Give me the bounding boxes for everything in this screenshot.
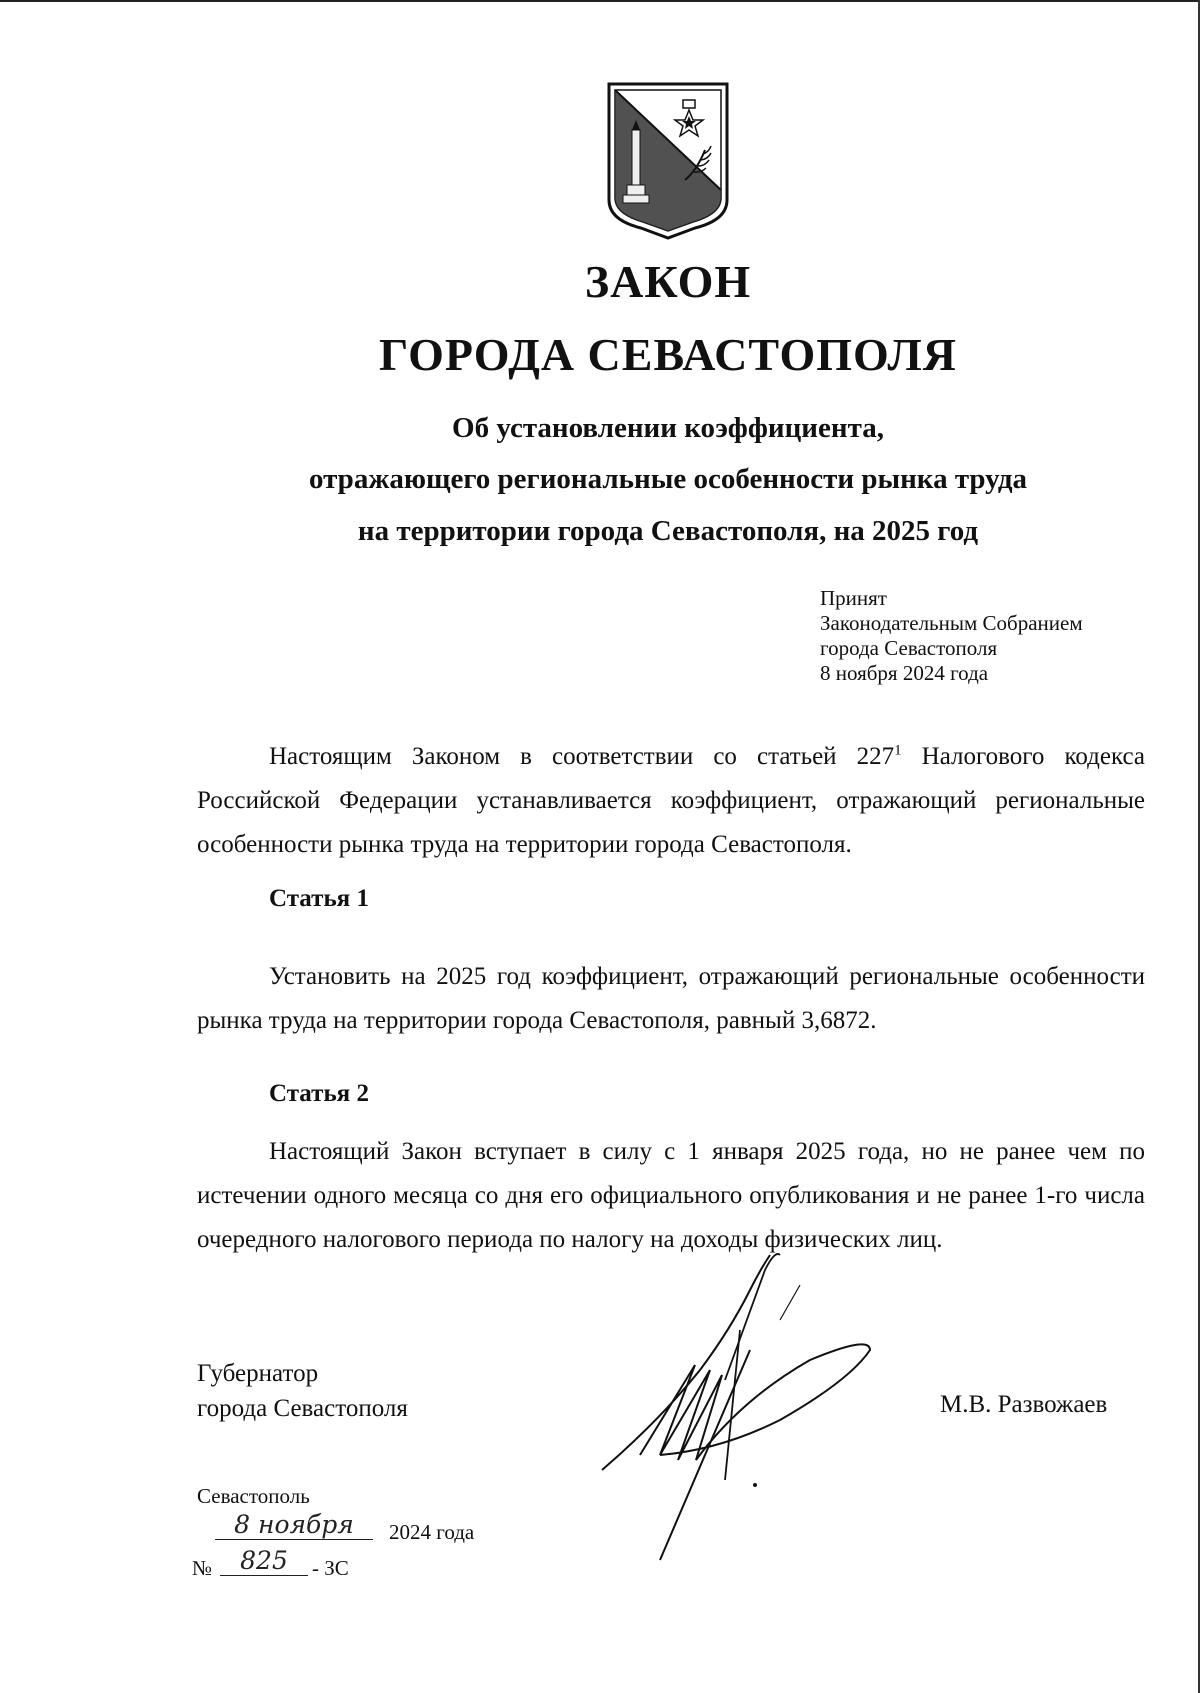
handwritten-number: 825	[220, 1546, 308, 1576]
handwritten-date: 8 ноября	[215, 1510, 373, 1540]
preamble-text-start: Настоящим Законом в соответствии со статьей 227	[269, 743, 895, 770]
date-year: 2024 года	[389, 1520, 475, 1544]
document-title-city: ГОРОДА СЕВАСТОПОЛЯ	[378, 329, 958, 380]
signatory-title-line: города Севастополя	[197, 1395, 408, 1422]
preamble-text-end: Налогового кодекса Российской Федерации устанавливается коэффициент, отражающий региональные особенности рынка труда на территории города Севастополя.	[197, 743, 1145, 858]
signatory-name: М.В. Развожаев	[940, 1391, 1108, 1418]
article-1-text: Установить на 2025 год коэффициент, отражающий региональные особенности рынка труда на территории города Севастополя, равный 3,6872.	[197, 963, 1145, 1034]
handwritten-signature-icon	[600, 1250, 900, 1580]
law-subject-line-2: отражающего региональные особенности рынка труда	[308, 463, 1028, 495]
adoption-date: 8 ноября 2024 года	[820, 661, 989, 685]
article-superscript: 1	[894, 742, 902, 759]
adoption-line: Принят	[820, 586, 887, 610]
number-suffix: - ЗС	[312, 1556, 349, 1580]
article-2-heading: Статья 2	[269, 1080, 369, 1107]
signatory-title	[197, 1356, 408, 1426]
adoption-line: города Севастополя	[820, 636, 998, 660]
law-number	[192, 1546, 412, 1582]
document-title: ЗАКОН	[584, 256, 752, 307]
number-prefix: №	[192, 1556, 213, 1580]
signing-date	[197, 1510, 517, 1546]
adoption-note	[820, 586, 1083, 686]
article-1-heading: Статья 1	[269, 885, 369, 912]
law-subject-line-3: на территории города Севастополя, на 2025 год	[357, 515, 979, 547]
article-2-text: Настоящий Закон вступает в силу с 1 января 2025 года, но не ранее чем по истечении одного месяца со дня его официального опубликования и не ранее 1-го числа очередного налогового периода по налогу на доходы физических лиц.	[197, 1138, 1145, 1253]
page-border-top	[0, 0, 1200, 2]
place-of-signing: Севастополь	[197, 1484, 310, 1508]
law-subject-line-1: Об установлении коэффициента,	[452, 412, 884, 444]
signatory-title-line: Губернатор	[197, 1360, 319, 1387]
preamble-paragraph	[197, 735, 1145, 867]
adoption-line: Законодательным Собранием	[820, 611, 1083, 635]
sevastopol-coat-of-arms-icon	[605, 80, 731, 240]
